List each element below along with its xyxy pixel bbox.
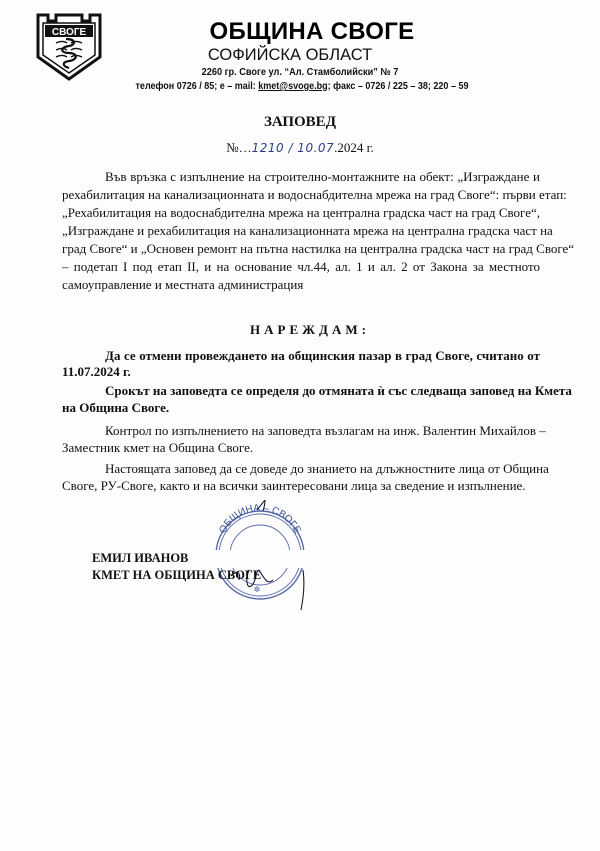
- order-line: Срокът на заповедта се определя до отмяната ѝ със следваща заповед на Кмета: [105, 383, 572, 398]
- stamp-seal-icon: [205, 500, 315, 610]
- contacts-suffix: ; факс – 0726 / 225 – 38; 220 – 59: [327, 81, 469, 92]
- organization-region: СОФИЙСКА ОБЛАСТ: [207, 46, 373, 64]
- number-prefix: №…: [226, 140, 252, 155]
- email-link[interactable]: kmet@svoge.bg: [258, 81, 328, 92]
- organization-address: 2260 гр. Своге ул. “Ал. Стамболийски” № 7: [201, 67, 399, 78]
- preamble-line: град Своге“ и „Основен ремонт на пътна настилка на централна градска част на град Своге“: [62, 241, 575, 256]
- control-line: Заместник кмет на Община Своге.: [62, 440, 254, 455]
- preamble-line: „Изграждане и рехабилитация на канализационната мрежа на централна градска част на: [62, 223, 553, 238]
- municipality-logo: [36, 13, 102, 81]
- preamble-line: – подетап I под етап II, и на основание чл.44, ал. 1 и ал. 2 от Закона за местното: [62, 259, 540, 274]
- order-heading: НАРЕЖДАМ:: [250, 322, 370, 337]
- number-suffix: .2024 г.: [334, 140, 374, 155]
- contacts-prefix: телефон 0726 / 85; е – mail:: [135, 81, 259, 92]
- official-stamp: [205, 500, 315, 610]
- order-line: 11.07.2024 г.: [62, 364, 131, 379]
- logo-text: СВОГЕ: [51, 27, 87, 38]
- order-line: на Община Своге.: [62, 400, 170, 415]
- notice-line: Своге, РУ-Своге, както и на всички заинтересовани лица за сведение и изпълнение.: [62, 478, 526, 493]
- preamble-line: самоуправление и местната администрация: [62, 277, 304, 292]
- signer-name: ЕМИЛ ИВАНОВ: [92, 551, 189, 565]
- coat-of-arms-icon: [36, 13, 102, 81]
- document-number: [200, 140, 400, 156]
- preamble-line: „Рехабилитация на водоснабдителна мрежа на централна градска част на град Своге“,: [62, 205, 540, 220]
- stamp-star-icon: ✲: [253, 585, 261, 594]
- order-line: Да се отмени провеждането на общинския пазар в град Своге, считано от: [105, 348, 540, 363]
- handwritten-number: 1210 / 10.07: [251, 141, 335, 155]
- control-line: Контрол по изпълнението на заповедта възлагам на инж. Валентин Михайлов –: [105, 423, 546, 438]
- organization-contacts: [113, 81, 491, 92]
- notice-line: Настоящата заповед да се доведе до знанието на длъжностните лица от Община: [105, 461, 549, 476]
- preamble-line: Във връзка с изпълнение на строително-монтажните на обект: „Изграждане и: [105, 169, 540, 184]
- preamble-line: рехабилитация на канализационната и водоснабдителна мрежа на град Своге“: първи етап:: [62, 187, 567, 202]
- organization-name: ОБЩИНА СВОГЕ: [209, 18, 415, 45]
- document-title: ЗАПОВЕД: [263, 114, 337, 130]
- stamp-text: ОБЩИНА – СВОГЕ: [217, 502, 303, 536]
- signer-position: КМЕТ НА ОБЩИНА СВОГЕ: [92, 568, 262, 582]
